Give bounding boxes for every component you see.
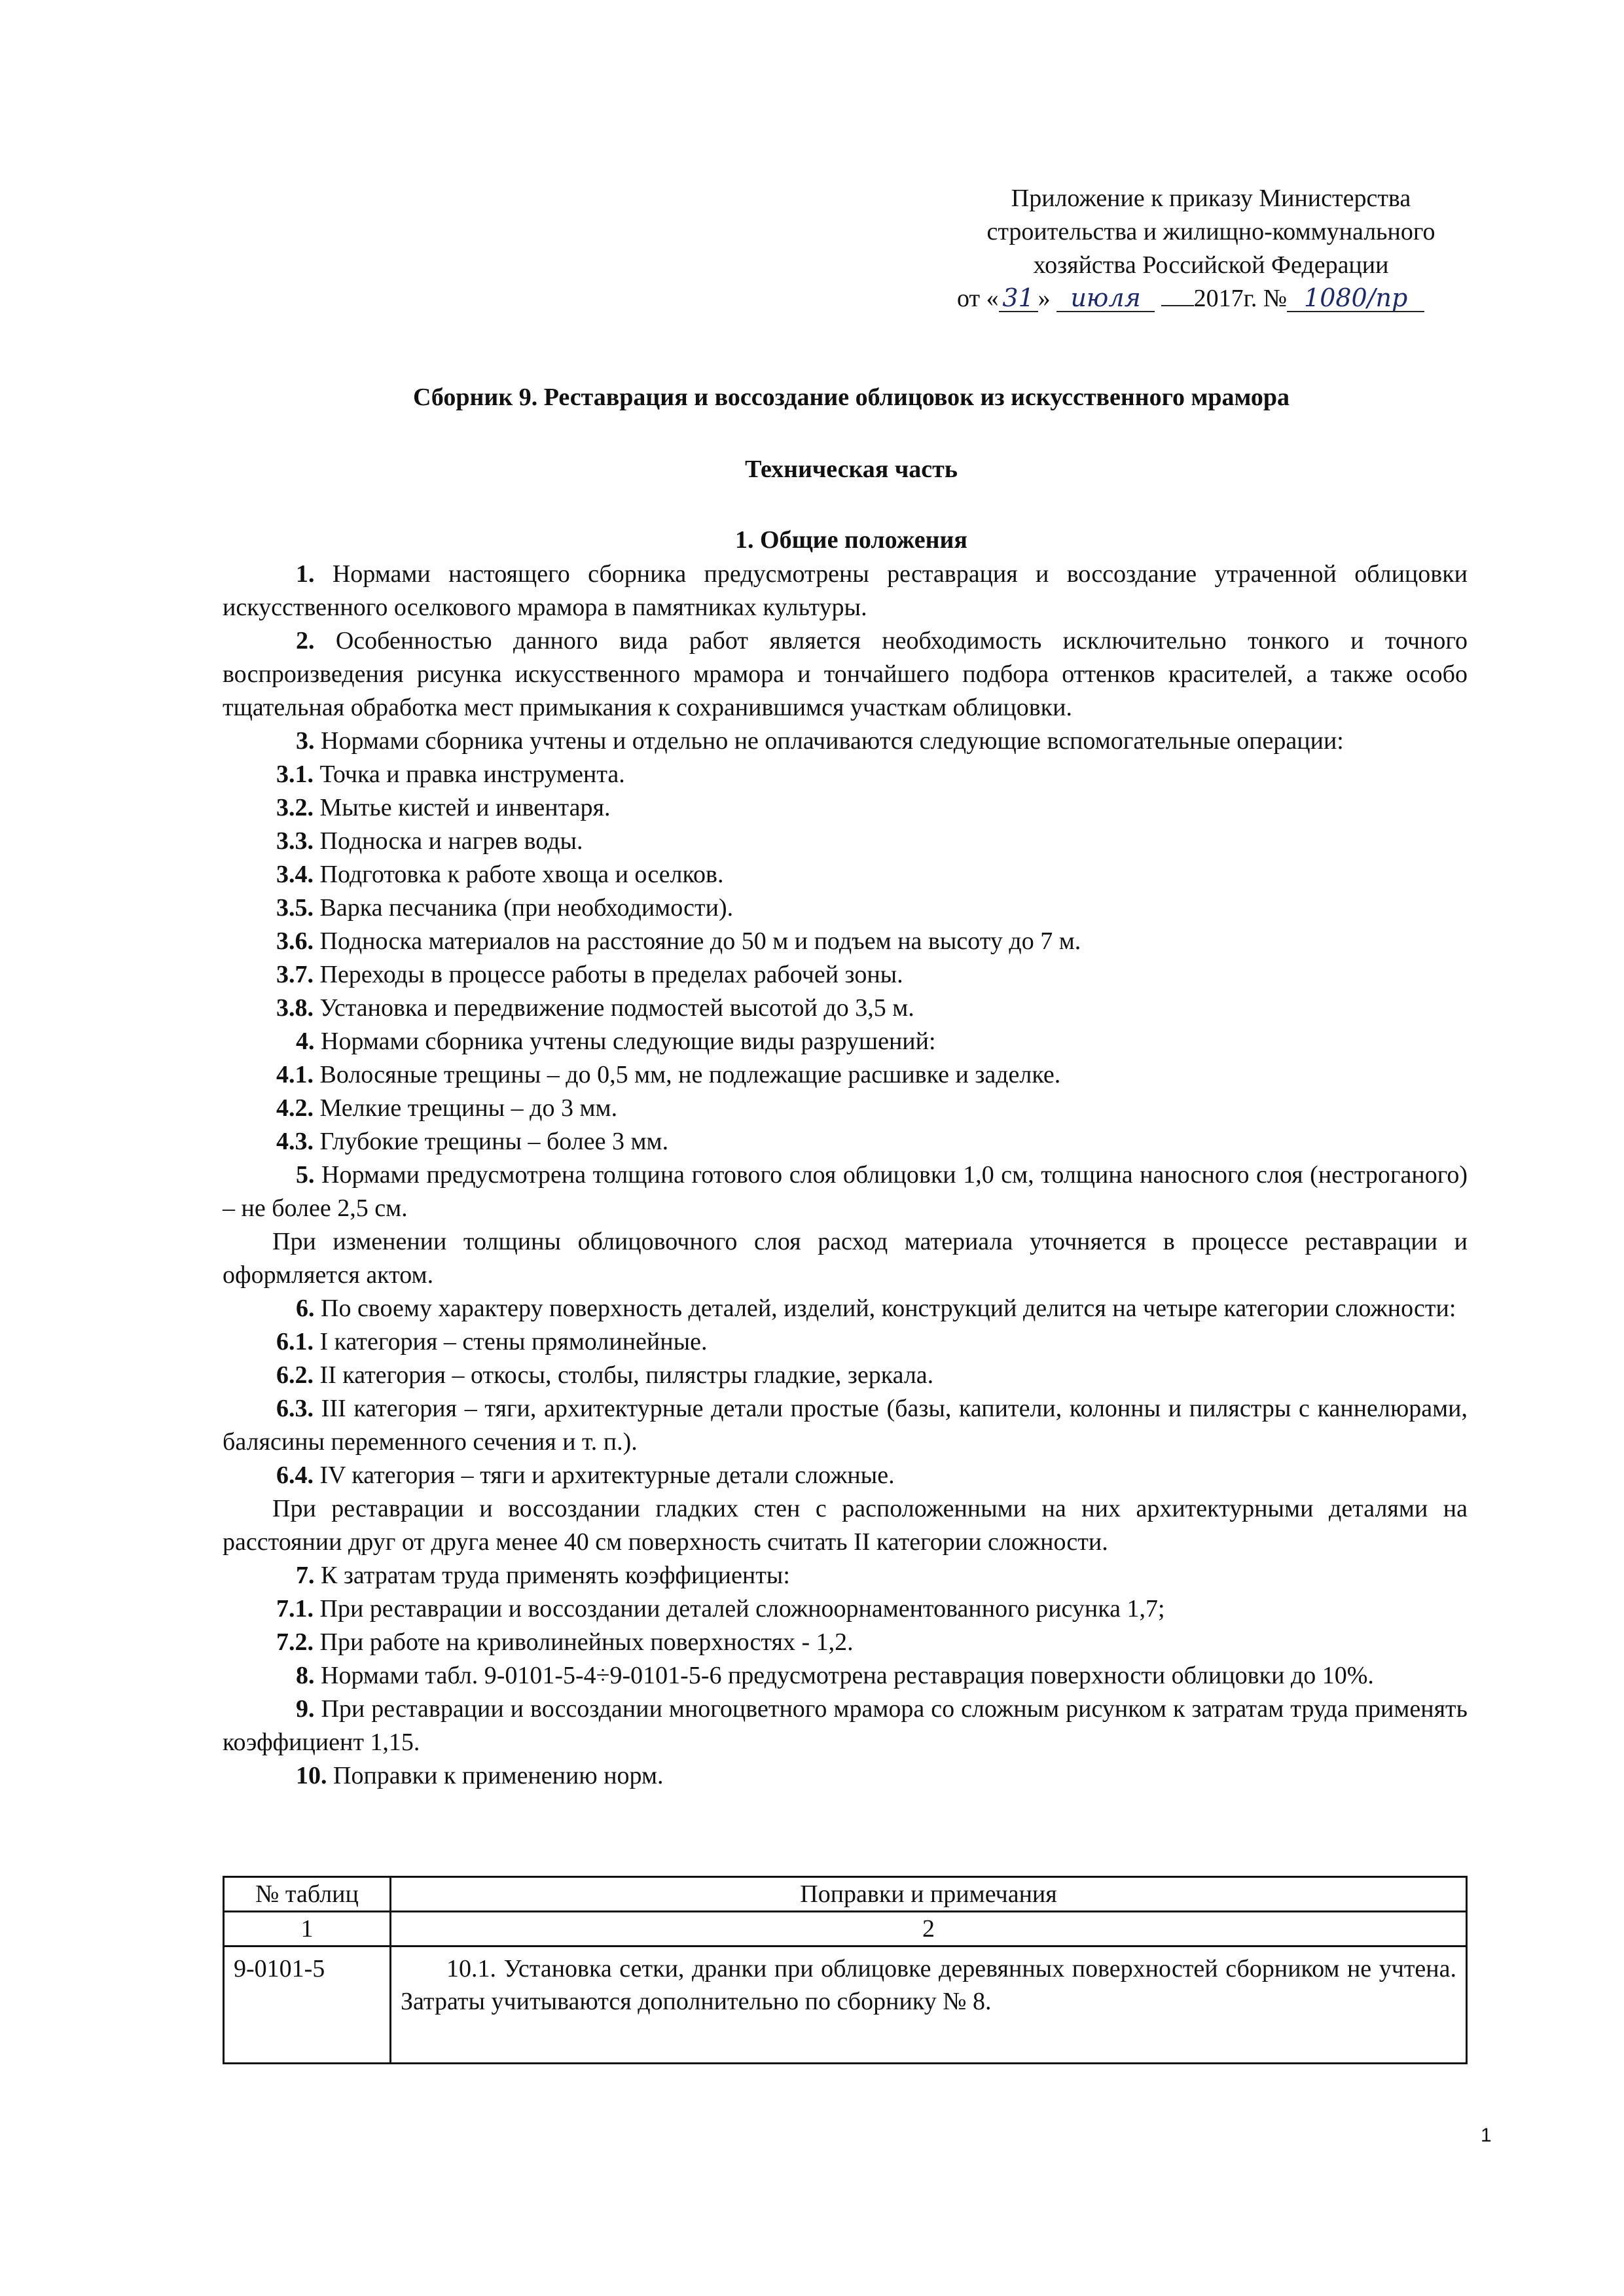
paragraph (223, 1158, 1468, 1225)
order-year: 2017г. № (1193, 285, 1288, 312)
table-cell: 10.1. Установка сетки, дранки при облицовке деревянных поверхностей сборником не учтена. Затраты учитываются дополнительно по сборнику № 8. (391, 1946, 1467, 2064)
paragraph (223, 1492, 1468, 1559)
paragraph-number: 3.1. (276, 761, 314, 788)
paragraph-number: 6.2. (276, 1361, 314, 1389)
paragraph (223, 1759, 1468, 1793)
paragraph (223, 1292, 1468, 1325)
order-day: 31 (999, 285, 1038, 312)
paragraph-number: 3.7. (276, 961, 314, 988)
paragraph-text: При реставрации и воссоздании деталей сложноорнаментованного рисунка 1,7; (314, 1595, 1165, 1623)
paragraph (223, 1225, 1468, 1292)
paragraph-text: Волосяные трещины – до 0,5 мм, не подлежащие расшивке и заделке. (314, 1061, 1061, 1088)
paragraph-text: Особенностью данного вида работ является необходимость исключительно тонкого и точного воспроизведения рисунка искусственного мрамора и тончайшего подбора оттенков красителей, а также особо тщательная обработка мест примыкания к сохранившимся участкам облицовки. (223, 627, 1468, 721)
paragraph-number: 6. (296, 1295, 315, 1322)
table-header-cell: № таблиц (224, 1877, 391, 1912)
order-prefix: от « (957, 285, 999, 312)
paragraph-text: Подноска материалов на расстояние до 50 м и подъем на высоту до 7 м. (314, 927, 1081, 955)
paragraph (223, 725, 1468, 758)
paragraph-number: 3.4. (276, 861, 314, 888)
paragraph-number: 6.1. (276, 1328, 314, 1355)
paragraph-number: 4.1. (276, 1061, 314, 1088)
paragraph-text: Нормами предусмотрена толщина готового слоя облицовки 1,0 см, толщина наносного слоя (нестроганого) – не более 2,5 см. (223, 1161, 1468, 1222)
paragraph-number: 4.3. (276, 1128, 314, 1155)
paragraph (223, 624, 1468, 725)
paragraph-text: Переходы в процессе работы в пределах рабочей зоны. (314, 961, 903, 988)
paragraph-text: IV категория – тяги и архитектурные детали сложные. (314, 1462, 895, 1489)
paragraph-number: 6.4. (276, 1462, 314, 1489)
paragraph-number: 7.1. (276, 1595, 314, 1623)
order-blank (1161, 305, 1194, 306)
paragraph-text: Нормами табл. 9-0101-5-4÷9-0101-5-6 предусмотрена реставрация поверхности облицовки до 10%. (314, 1662, 1374, 1689)
paragraph-number: 8. (296, 1662, 315, 1689)
paragraph-number: 4.2. (276, 1094, 314, 1122)
table-header-cell: Поправки и примечания (391, 1877, 1467, 1912)
paragraph-number: 3.5. (276, 894, 314, 922)
paragraph-text: Нормами сборника учтены следующие виды разрушений: (314, 1028, 936, 1055)
document-body (223, 558, 1468, 1793)
paragraph-text: Нормами сборника учтены и отдельно не оплачиваются следующие вспомогательные операции: (314, 727, 1344, 755)
paragraph (223, 992, 1468, 1025)
paragraph (223, 958, 1468, 992)
table-cell: 9-0101-5 (224, 1946, 391, 2064)
paragraph (223, 1693, 1468, 1759)
paragraph-text: Нормами настоящего сборника предусмотрены реставрация и воссоздание утраченной облицовки искусственного оселкового мрамора в памятниках культуры. (223, 560, 1468, 621)
paragraph-text: Глубокие трещины – более 3 мм. (314, 1128, 669, 1155)
order-number: 1080/пр (1287, 285, 1424, 312)
order-header (929, 182, 1492, 315)
paragraph (223, 891, 1468, 925)
paragraph-text: При реставрации и воссоздании гладких стен с расположенными на них архитектурными деталями на расстоянии друг от друга менее 40 см поверхность считать II категории сложности. (223, 1495, 1468, 1556)
amendments-table-wrap (223, 1876, 1468, 2064)
paragraph (223, 558, 1468, 624)
paragraph-text: II категория – откосы, столбы, пилястры гладкие, зеркала. (314, 1361, 934, 1389)
table-header-row (224, 1877, 1467, 1912)
paragraph (223, 1058, 1468, 1092)
paragraph (223, 791, 1468, 825)
table-cell: 1 (224, 1912, 391, 1946)
paragraph-number: 5. (296, 1161, 315, 1189)
paragraph-number: 3.8. (276, 994, 314, 1022)
table-row (224, 1946, 1467, 2064)
paragraph-text: Подноска и нагрев воды. (314, 827, 583, 855)
table-cell: 2 (391, 1912, 1467, 1946)
paragraph (223, 825, 1468, 858)
paragraph-text: Мелкие трещины – до 3 мм. (314, 1094, 618, 1122)
paragraph (223, 1592, 1468, 1626)
header-line-1: Приложение к приказу Министерства (1011, 185, 1411, 212)
paragraph-text: I категория – стены прямолинейные. (314, 1328, 708, 1355)
paragraph (223, 1659, 1468, 1693)
paragraph-number: 1. (296, 560, 315, 588)
paragraph-number: 3.6. (276, 927, 314, 955)
collection-title: Сборник 9. Реставрация и воссоздание облицовок из искусственного мрамора (412, 384, 1290, 411)
order-month: июля (1056, 285, 1155, 312)
paragraph (223, 758, 1468, 791)
paragraph-text: К затратам труда применять коэффициенты: (314, 1562, 790, 1589)
paragraph-text: При работе на криволинейных поверхностях - 1,2. (314, 1628, 854, 1656)
paragraph-text: По своему характеру поверхность деталей, изделий, конструкций делится на четыре категории сложности: (314, 1295, 1456, 1322)
header-line-3: хозяйства Российской Федерации (1033, 251, 1389, 279)
paragraph-number: 2. (296, 627, 315, 655)
paragraph-text: III категория – тяги, архитектурные детали простые (базы, капители, колонны и пилястры с каннелюрами, балясины переменного сечения и т. п.). (223, 1395, 1468, 1456)
paragraph (223, 1125, 1468, 1158)
paragraph-text: Варка песчаника (при необходимости). (314, 894, 734, 922)
paragraph-text: При изменении толщины облицовочного слоя расход материала уточняется в процессе реставрации и оформляется актом. (223, 1228, 1468, 1289)
order-mid: » (1038, 285, 1051, 312)
page-number: 1 (1481, 2125, 1492, 2146)
paragraph (223, 925, 1468, 958)
amendments-table (223, 1876, 1468, 2064)
paragraph-number: 9. (296, 1695, 315, 1723)
paragraph-number: 6.3. (276, 1395, 314, 1422)
paragraph (223, 1392, 1468, 1459)
paragraph-number: 7.2. (276, 1628, 314, 1656)
paragraph-text: Подготовка к работе хвоща и оселков. (314, 861, 724, 888)
paragraph-number: 7. (296, 1562, 315, 1589)
order-date-line (929, 282, 1492, 315)
paragraph (223, 1025, 1468, 1058)
paragraph (223, 1626, 1468, 1659)
paragraph (223, 1092, 1468, 1125)
paragraph-text: Точка и правка инструмента. (314, 761, 625, 788)
paragraph-text: Поправки к применению норм. (327, 1762, 664, 1789)
paragraph-text: Установка и передвижение подмостей высотой до 3,5 м. (314, 994, 914, 1022)
paragraph-text: Мытье кистей и инвентаря. (314, 794, 611, 821)
paragraph (223, 858, 1468, 891)
paragraph-number: 4. (296, 1028, 315, 1055)
paragraph (223, 1459, 1468, 1492)
paragraph-number: 3.3. (276, 827, 314, 855)
table-number-row (224, 1912, 1467, 1946)
technical-part-title: Техническая часть (745, 456, 958, 483)
paragraph-number: 3.2. (276, 794, 314, 821)
paragraph-number: 3. (296, 727, 315, 755)
section-title: 1. Общие положения (735, 526, 967, 554)
header-line-2: строительства и жилищно-коммунального (986, 218, 1435, 245)
paragraph-number: 10. (296, 1762, 327, 1789)
paragraph (223, 1559, 1468, 1592)
paragraph-text: При реставрации и воссоздании многоцветного мрамора со сложным рисунком к затратам труда применять коэффициент 1,15. (223, 1695, 1468, 1756)
paragraph (223, 1359, 1468, 1392)
paragraph (223, 1325, 1468, 1359)
